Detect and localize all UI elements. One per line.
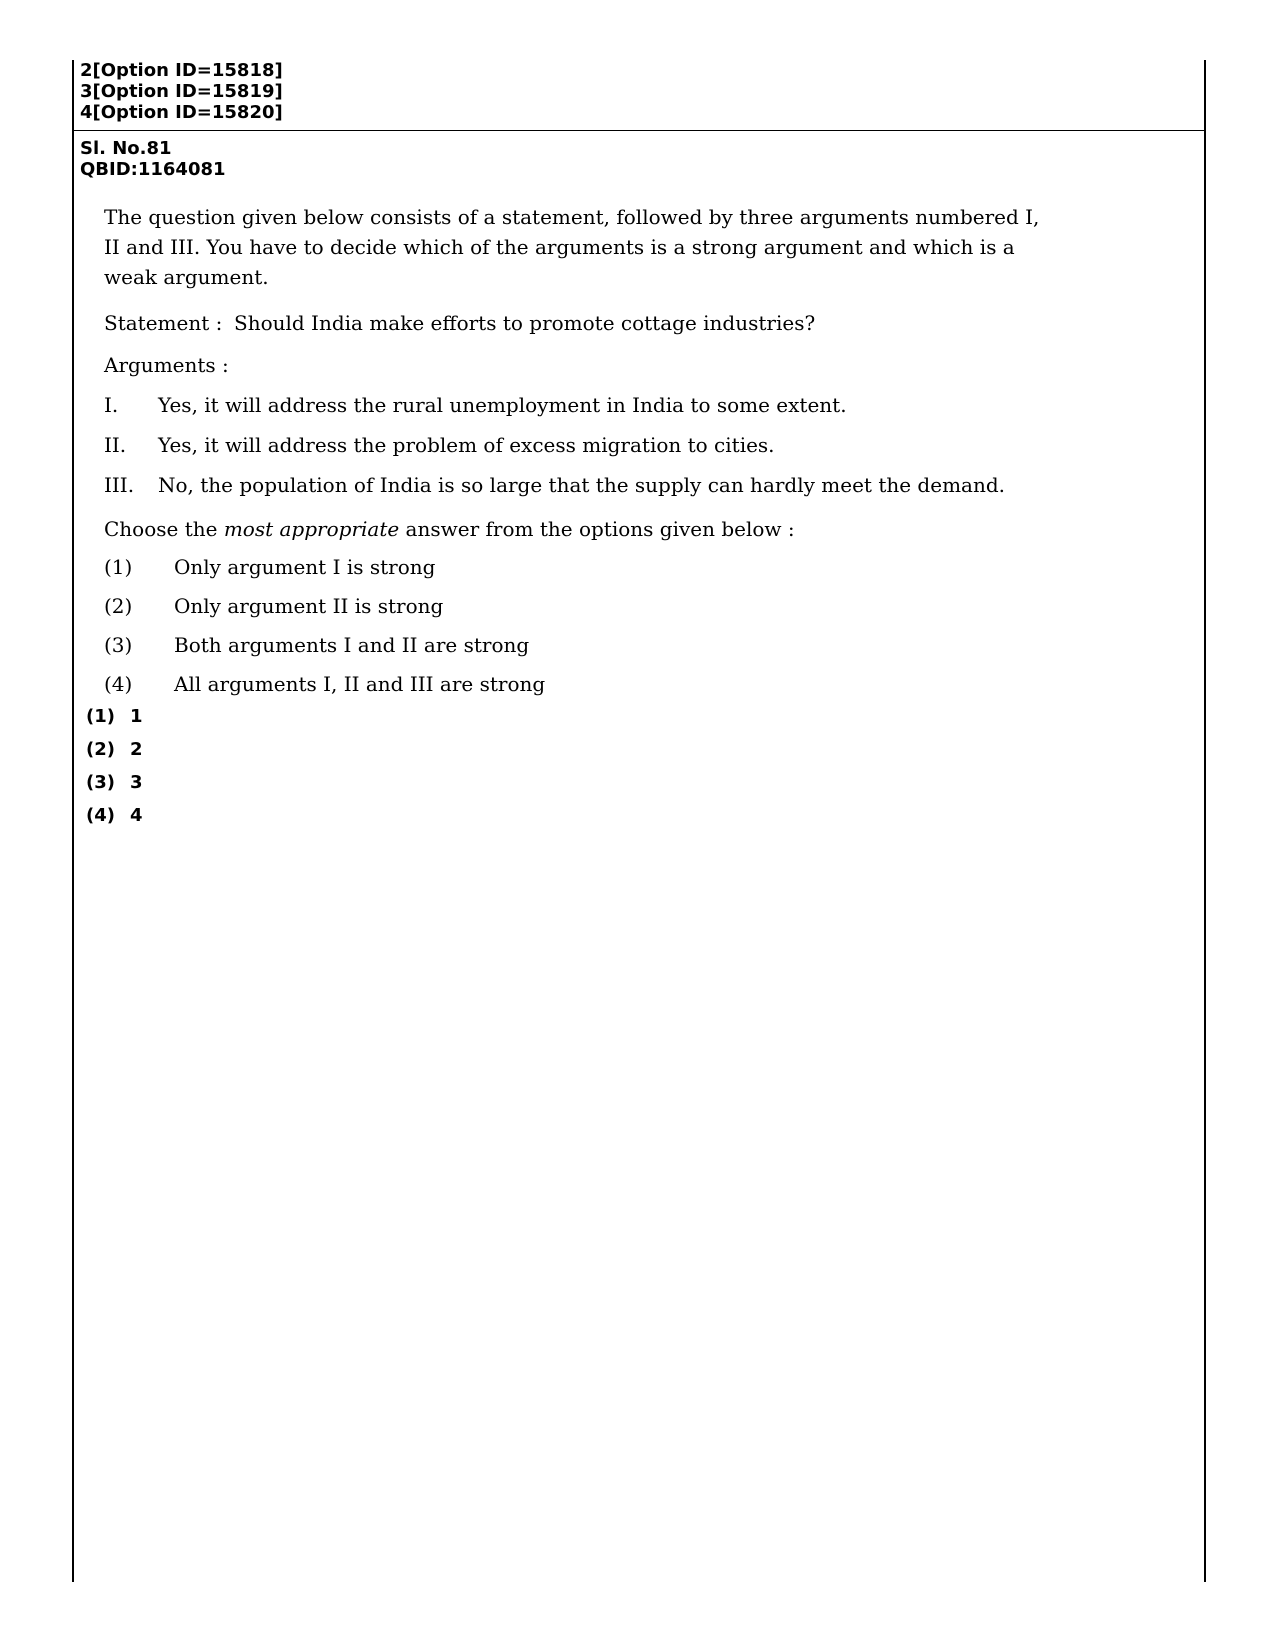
answer-value: 2 bbox=[130, 739, 143, 760]
section-divider bbox=[74, 130, 1204, 131]
answer-label: (1) bbox=[86, 706, 115, 727]
option-number: (2) bbox=[104, 594, 133, 618]
question-option bbox=[104, 630, 1044, 660]
argument-item bbox=[104, 470, 1044, 500]
choose-emphasis: most appropriate bbox=[223, 517, 400, 541]
argument-text: No, the population of India is so large that the supply can hardly meet the demand. bbox=[158, 473, 1005, 497]
option-text: All arguments I, II and III are strong bbox=[174, 672, 546, 696]
argument-number: II. bbox=[104, 433, 127, 457]
serial-number: Sl. No.81 bbox=[80, 138, 172, 159]
answer-options bbox=[86, 706, 143, 838]
argument-number: III. bbox=[104, 473, 135, 497]
option-id-line: 4[Option ID=15820] bbox=[80, 102, 283, 123]
option-text: Both arguments I and II are strong bbox=[174, 633, 530, 657]
question-option bbox=[104, 552, 1044, 582]
answer-label: (4) bbox=[86, 805, 115, 826]
answer-option[interactable] bbox=[86, 805, 143, 826]
option-number: (3) bbox=[104, 633, 133, 657]
statement-label: Statement : bbox=[104, 311, 223, 335]
question-option bbox=[104, 591, 1044, 621]
answer-label: (3) bbox=[86, 772, 115, 793]
option-number: (1) bbox=[104, 555, 133, 579]
option-text: Only argument II is strong bbox=[174, 594, 444, 618]
answer-option[interactable] bbox=[86, 739, 143, 760]
answer-option[interactable] bbox=[86, 772, 143, 793]
question-intro: The question given below consists of a statement, followed by three arguments numbered I, II and III. You have to decide which of the arguments is a strong argument and which is a weak argument. bbox=[104, 205, 1040, 289]
option-text: Only argument I is strong bbox=[174, 555, 436, 579]
option-number: (4) bbox=[104, 672, 133, 696]
statement-text: Should India make efforts to promote cottage industries? bbox=[234, 311, 816, 335]
argument-text: Yes, it will address the rural unemployment in India to some extent. bbox=[158, 393, 847, 417]
choose-prefix: Choose the bbox=[104, 517, 224, 541]
argument-item bbox=[104, 430, 1044, 460]
choose-instruction bbox=[104, 514, 1044, 544]
choose-suffix: answer from the options given below : bbox=[399, 517, 795, 541]
statement bbox=[104, 308, 1044, 338]
question-meta bbox=[80, 138, 226, 180]
previous-option-ids bbox=[80, 60, 283, 123]
answer-option[interactable] bbox=[86, 706, 143, 727]
answer-value: 3 bbox=[130, 772, 143, 793]
argument-item bbox=[104, 390, 1044, 420]
argument-number: I. bbox=[104, 393, 119, 417]
option-id-line: 3[Option ID=15819] bbox=[80, 81, 283, 102]
qbid: QBID:1164081 bbox=[80, 159, 226, 180]
question-body bbox=[104, 202, 1044, 708]
arguments-label: Arguments : bbox=[104, 353, 229, 377]
option-id-line: 2[Option ID=15818] bbox=[80, 60, 283, 81]
argument-text: Yes, it will address the problem of excess migration to cities. bbox=[158, 433, 775, 457]
page-frame bbox=[72, 60, 1206, 1582]
answer-value: 4 bbox=[130, 805, 143, 826]
answer-label: (2) bbox=[86, 739, 115, 760]
question-option bbox=[104, 669, 1044, 699]
answer-value: 1 bbox=[130, 706, 143, 727]
